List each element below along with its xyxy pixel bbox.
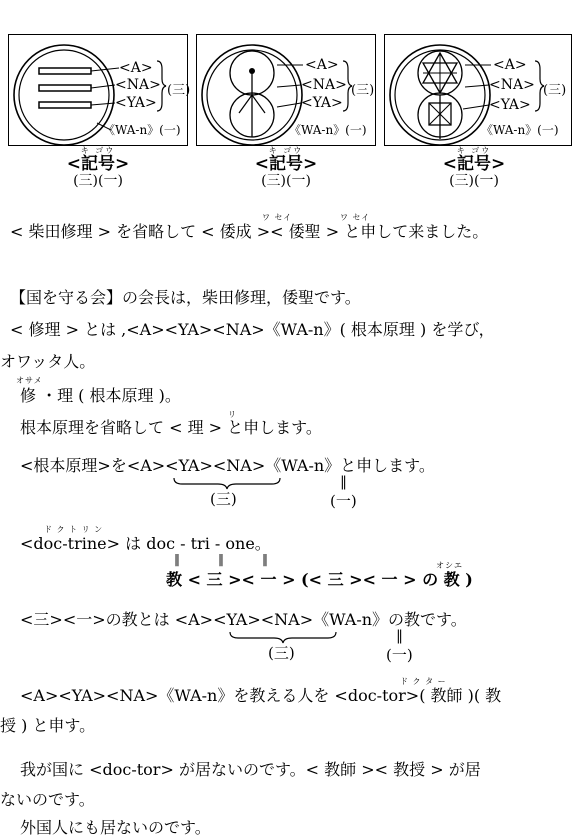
label-wan: 《WA-n》(一) xyxy=(481,123,559,137)
label-ya: <YA> xyxy=(115,95,157,111)
caption-paren: (三)(一) xyxy=(449,173,499,189)
paragraph-line-11: <A><YA><NA>《WA-n》を教える人を <doc-tor>( 教師 )( 教 xyxy=(20,686,502,705)
ruby-oshie: オシエ xyxy=(436,561,463,570)
caption-2 xyxy=(216,146,356,189)
diagram-panel-3 xyxy=(384,34,572,146)
paragraph-line-1: < 柴田修理 > を省略して < 倭成 >< 倭聖 > と申して来ました。 xyxy=(10,222,489,241)
paragraph-line-12: 授 ) と申す。 xyxy=(0,716,96,735)
label-na: <NA> xyxy=(115,77,161,93)
label-a: <A> xyxy=(493,57,527,73)
paragraph-line-10: <三><一>の教とは <A><YA><NA>《WA-n》の教です。 xyxy=(20,610,467,629)
paragraph-line-2: 【国を守る会】の会長は，柴田修理，倭聖です。 xyxy=(10,288,361,307)
group-three-label: (三) xyxy=(210,490,237,508)
caption-ruby: キ ゴウ xyxy=(268,146,304,155)
group-one-label: (一) xyxy=(386,646,413,664)
label-ya: <YA> xyxy=(489,97,531,113)
label-ya: <YA> xyxy=(301,95,343,111)
equals-mark: ‖ xyxy=(396,628,403,644)
diagram-panel-1 xyxy=(8,34,191,146)
label-a: <A> xyxy=(119,60,153,76)
ruby-osame: オサメ xyxy=(16,376,43,385)
equals-mark: ‖ xyxy=(262,552,268,566)
paragraph-line-9: 教 < 三 >< 一 > (< 三 >< 一 > の 教 ) xyxy=(166,570,473,589)
group-one-label: (一) xyxy=(330,492,357,510)
ruby-doctor: ド ク タ ー xyxy=(400,677,447,686)
group-three-label: (三) xyxy=(268,644,295,662)
paragraph-line-5: 修 ・理 ( 根本原理 )。 xyxy=(20,386,181,405)
ruby-wasei-2: ワ セイ xyxy=(340,213,371,222)
diagram-panel-2 xyxy=(196,34,376,146)
caption-word: <記号> xyxy=(254,154,318,174)
paragraph-line-15: 外国人にも居ないのです。 xyxy=(20,818,211,837)
paragraph-line-6: 根本原理を省略して < 理 > と申します。 xyxy=(20,418,322,437)
label-wan: 《WA-n》(一) xyxy=(103,123,181,137)
label-a: <A> xyxy=(305,57,339,73)
paragraph-line-3: < 修理 > とは ,<A><YA><NA>《WA-n》( 根本原理 ) を学び， xyxy=(10,320,495,339)
caption-paren: (三)(一) xyxy=(261,173,311,189)
paragraph-line-4: オワッタ人。 xyxy=(0,352,96,371)
label-three: (三) xyxy=(543,83,567,98)
equals-mark: ‖ xyxy=(340,474,347,490)
equals-mark: ‖ xyxy=(174,552,180,566)
caption-word: <記号> xyxy=(442,154,506,174)
label-wan: 《WA-n》(一) xyxy=(289,123,367,137)
paragraph-line-7: <根本原理>を<A><YA><NA>《WA-n》と申します。 xyxy=(20,456,435,475)
ruby-ri: リ xyxy=(228,410,237,419)
equals-mark: ‖ xyxy=(218,552,224,566)
caption-1 xyxy=(28,146,168,189)
caption-ruby: キ ゴウ xyxy=(80,146,116,155)
label-na: <NA> xyxy=(301,77,347,93)
caption-word: <記号> xyxy=(66,154,130,174)
paragraph-line-14: ないのです。 xyxy=(0,790,95,809)
label-na: <NA> xyxy=(489,77,535,93)
ruby-doctrine: ド ク ト リ ン xyxy=(44,525,104,534)
label-three: (三) xyxy=(167,83,191,98)
label-three: (三) xyxy=(351,83,375,98)
ruby-wasei-1: ワ セイ xyxy=(262,213,293,222)
caption-paren: (三)(一) xyxy=(73,173,123,189)
caption-3 xyxy=(404,146,544,189)
paragraph-line-13: 我が国に <doc-tor> が居ないのです。< 教師 >< 教授 > が居 xyxy=(20,760,481,779)
paragraph-line-8: <doc-trine> は doc - tri - one。 xyxy=(20,534,271,553)
caption-ruby: キ ゴウ xyxy=(456,146,492,155)
